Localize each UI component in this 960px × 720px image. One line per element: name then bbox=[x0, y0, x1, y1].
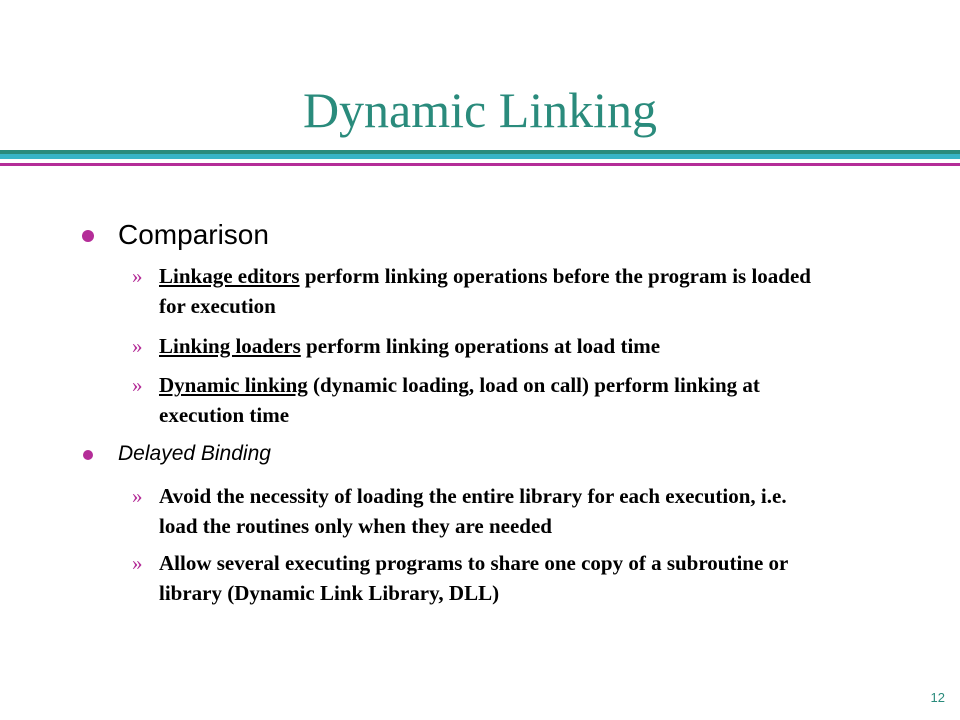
term: Dynamic linking bbox=[159, 373, 308, 397]
term-description: perform linking operations before the program is loaded for execution bbox=[159, 264, 811, 318]
section-heading: Comparison bbox=[118, 219, 269, 250]
chevron-bullet-icon: » bbox=[132, 484, 143, 508]
title-rule-cyan bbox=[0, 154, 960, 159]
bullet-dot-icon bbox=[83, 450, 93, 460]
term: Linking loaders bbox=[159, 334, 301, 358]
page-number: 12 bbox=[930, 690, 945, 705]
chevron-bullet-icon: » bbox=[132, 373, 143, 397]
section-heading: Delayed Binding bbox=[118, 442, 271, 465]
list-item-text bbox=[159, 331, 819, 361]
list-item-text: Allow several executing programs to share one copy of a subroutine or library (Dynamic Link Library, DLL) bbox=[159, 551, 788, 605]
term-description: (dynamic loading, load on call) perform linking at execution time bbox=[159, 373, 760, 427]
list-item-text bbox=[159, 261, 819, 321]
chevron-bullet-icon: » bbox=[132, 334, 143, 358]
slide-title: Dynamic Linking bbox=[302, 82, 658, 138]
list-item-text: Avoid the necessity of loading the entire library for each execution, i.e. load the routines only when they are needed bbox=[159, 484, 787, 538]
term-description: perform linking operations at load time bbox=[300, 334, 661, 358]
chevron-bullet-icon: » bbox=[132, 551, 143, 575]
title-rule-magenta bbox=[0, 163, 960, 166]
bullet-dot-icon bbox=[82, 230, 94, 242]
chevron-bullet-icon: » bbox=[132, 264, 143, 288]
list-item-text bbox=[159, 370, 819, 430]
term: Linkage editors bbox=[159, 264, 300, 288]
